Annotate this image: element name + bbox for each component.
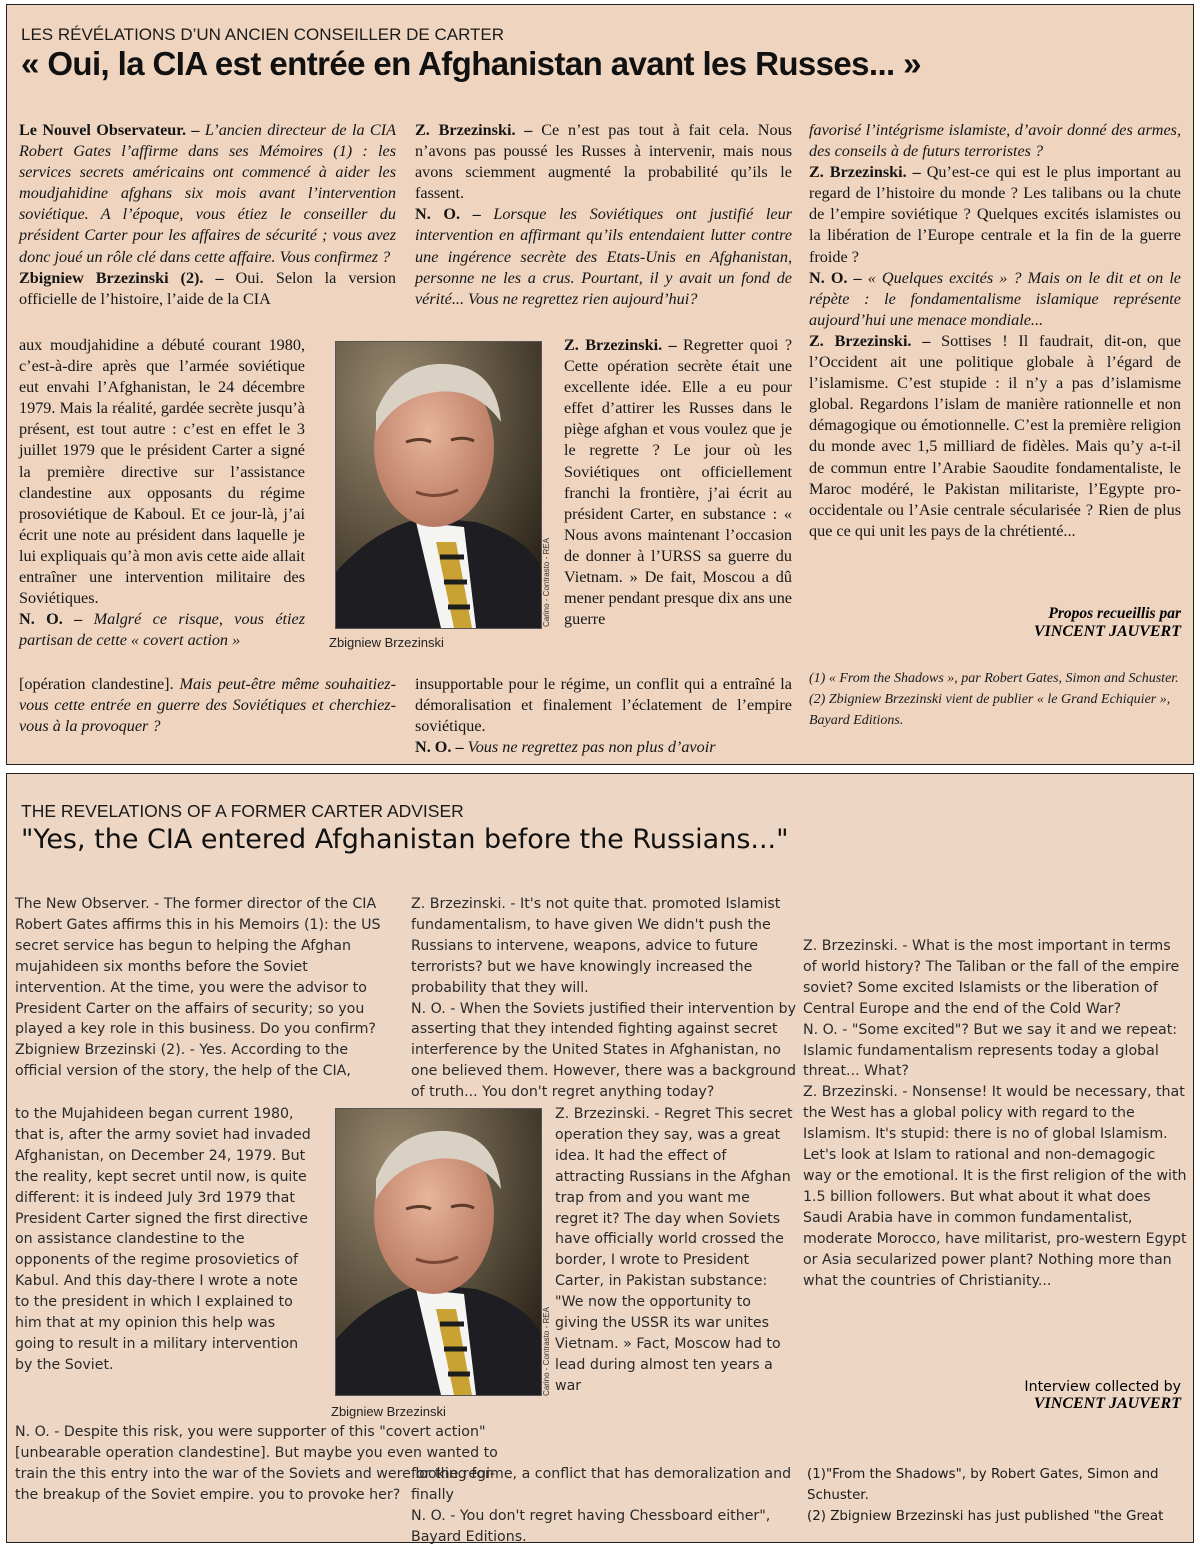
question-text: N. O. - You don't regret having Chessboard either", Bayard Editions. <box>411 1507 771 1545</box>
column-1-top <box>19 120 396 310</box>
column-3 <box>803 936 1187 1291</box>
byline <box>807 605 1181 641</box>
column-1-bottom <box>19 674 396 737</box>
footnote-1: (1) « From the Shadows », par Robert Gates, Simon and Schuster. <box>809 671 1179 686</box>
column-2-wrap <box>564 335 792 630</box>
portrait-photo <box>335 1108 542 1396</box>
article-kicker: THE REVELATIONS OF A FORMER CARTER ADVISER <box>21 801 464 821</box>
answer-text: Z. Brzezinski. - Nonsense! It would be necessary, that the West has a global policy with regard to the Islamism. It's stupid: there is no of global Islamism. Let's look at Islam to rational and non-demagogic way or the emotional. It is the first religion of the with 1.5 billion followers. But what about it what does Saudi Arabia have in common fundamentalist, moderate Morocco, have militarist, pro-western Egypt or Asia secularized power plant? Nothing more than what the countries of Christianity... <box>803 1084 1187 1289</box>
article-headline: "Yes, the CIA entered Afghanistan before the Russians..." <box>21 824 789 855</box>
speaker-label: N. O. – <box>415 738 464 757</box>
answer-text: Z. Brzezinski. - It's not quite that. promoted Islamist fundamentalism, to have given We didn't push the Russians to intervene, weapons, advice to future terrorists? but we have knowingly increased the probability that they will. <box>411 896 781 996</box>
photo-credit: Carino - Contrasto - REA <box>542 538 551 627</box>
bracket-note: [opération clandestine]. <box>19 675 174 693</box>
photo-caption: Zbigniew Brzezinski <box>331 1404 446 1419</box>
portrait-image <box>336 1109 541 1395</box>
byline-label: Propos recueillis par <box>1048 605 1181 622</box>
portrait-photo <box>335 341 542 629</box>
speaker-label: N. O. – <box>415 205 481 224</box>
speaker-label: Z. Brzezinski. – <box>415 121 533 139</box>
speaker-label: N. O. – <box>19 610 83 629</box>
answer-text: Qu’est-ce qui est le plus important au regard de l’histoire du monde ? Les talibans ou la chute de l’empire soviétique ? Quelques excités islamistes ou la libération de l’Europe centrale et la fin de la guerre froide ? <box>809 163 1182 266</box>
question-text: N. O. - When the Soviets justified their intervention by asserting that they intended fighting against secret interference by the United States in Afghanistan, no one believed them. However, there was a background of truth... You don't regret anything today? <box>411 1000 797 1101</box>
column-1-wrap <box>15 1104 315 1376</box>
question-text: L’ancien directeur de la CIA Robert Gates l’affirme dans ses Mémoires (1) : les services secrets américains ont commencé à aider les moudjahidine afghans six mois avant l’intervention soviétique. A l’époque, vous étiez le conseiller du président Carter pour les affaires de sécurité ; vous avez donc joué un rôle clé dans cette affaire. Vous confirmez ? <box>19 121 396 266</box>
answer-text: Ce n’est pas tout à fait cela. Nous n’avons pas poussé les Russes à intervenir, mais nous avons sciemment augmenté la probabilité qu’ils le fassent. <box>415 121 792 203</box>
answer-text: Regretter quoi ? Cette opération secrète était une excellente idée. Elle a eu pour effet d’attirer les Russes dans le piège afghan et vous voulez que je le regrette ? Le jour où les Soviétiques ont officiellement franchi la frontière, j’ai écrit au président Carter, en substance : « Nous avons maintenant l’occasion de donner à l’URSS sa guerre du Vietnam. » De fait, Moscou a dû mener pendant presque dix ans une guerre <box>564 336 793 629</box>
question-text: « Quelques excités » ? Mais on le dit et on le répète : le fondamentalisme islamique représente aujourd’hui une menace mondiale... <box>809 268 1181 329</box>
article-kicker: LES RÉVÉLATIONS D’UN ANCIEN CONSEILLER DE CARTER <box>21 25 505 44</box>
byline-author: VINCENT JAUVERT <box>1033 1395 1181 1412</box>
question-text: The New Observer. - The former director of the CIA Robert Gates affirms this in his Memoirs (1): the US secret service has begun to helping the Afghan mujahideen six months before the Soviet intervention. At the time, you were the advisor to President Carter on the affairs of security; so you played a key role in this business. Do you confirm? <box>15 896 381 1038</box>
answer-text: to the Mujahideen began current 1980, that is, after the army soviet had invaded Afghanistan, on December 24, 1979. But the reality, kept secret until now, is quite different: it is indeed July 3rd 1979 that President Carter signed the first directive on assistance clandestine to the opponents of the regime prosovietics of Kabul. And this day-there I wrote a note to the president in which I explained to him that at my opinion this help was going to result in a military intervention by the Soviet. <box>15 1106 311 1373</box>
answer-text: for the regime, a conflict that has demoralization and finally <box>411 1466 792 1503</box>
answer-text: Sottises ! Il faudrait, dit-on, que l’Occident ait une politique globale à l’égard de l’islamisme. C’est stupide : il n’y a pas d’islamisme global. Regardons l’islam de manière rationnelle et non démagogique ou émotionnelle. C’est la première religion du monde avec 1,5 milliard de fidèles. Mais qu’y a-t-il de commun entre l’Arabie Saoudite fondamentaliste, le Maroc modéré, le Pakistan militariste, l’Egypte pro-occidentale ou l’Asie centrale sécularisée ? Rien de plus que ce qui unit les pays de la chrétienté... <box>809 331 1181 540</box>
question-text: N. O. - Despite this risk, you were supporter of this "covert action" [unbearable operation clandestine]. But maybe you even wanted to train the this entry into the war of the Soviets and were looking for- the breakup of the Soviet empire. you to provoke her? <box>15 1424 498 1503</box>
question-text: Lorsque les Soviétiques ont justifié leur intervention en affirmant qu’ils entendaient lutter contre une ingérence secrète des Etats-Unis en Afghanistan, personne ne les a crus. Pourtant, il y avait un fond de vérité... Vous ne regrettez rien aujourd’hui? <box>415 205 792 308</box>
column-3 <box>809 120 1181 542</box>
answer-text: aux moudjahidine a débuté courant 1980, c’est-à-dire après que l’armée soviétique eut envahi l’Afghanistan, le 24 décembre 1979. Mais la réalité, gardée secrète jusqu’à présent, est tout autre : c’est en effet le 3 juillet 1979 que le président Carter a signé la première directive sur l’assistance clandestine aux opposants du régime prosoviétique de Kaboul. Et ce jour-là, j’ai écrit une note au président dans laquelle je lui expliquais qu’à mon avis cette aide allait entraîner une intervention militaire des Soviétiques. <box>19 336 305 608</box>
column-2-bottom <box>411 1464 811 1548</box>
photo-credit: Carino - Contrasto - REA <box>542 1307 551 1396</box>
question-text: Malgré ce risque, vous étiez partisan de cette « covert action » <box>19 610 306 650</box>
article-headline: « Oui, la CIA est entrée en Afghanistan avant les Russes... » <box>21 45 921 82</box>
question-text: favorisé l’intégrisme islamiste, d’avoir donné des armes, des conseils à de futurs terroristes ? <box>809 121 1181 161</box>
photo-caption: Zbigniew Brzezinski <box>329 635 444 650</box>
answer-text: Z. Brzezinski. - Regret This secret operation they say, was a great idea. It had the effect of attracting Russians in the Afghan trap from and you want me regret it? The day when Soviets have officially world crossed the border, I wrote to President Carter, in Pakistan substance: "We now the opportunity to giving the USSR its war unites Vietnam. » Fact, Moscow had to lead during almost ten years a war <box>555 1106 793 1394</box>
speaker-label: Z. Brzezinski. – <box>564 336 677 354</box>
column-1-wrap <box>19 335 305 651</box>
speaker-label: Z. Brzezinski. – <box>809 163 921 182</box>
speaker-label: Zbigniew Brzezinski (2). – <box>19 268 224 287</box>
column-1-top <box>15 894 395 1082</box>
column-2-bottom <box>415 674 792 758</box>
answer-text: Zbigniew Brzezinski (2). - Yes. According to the official version of the story, the help of the CIA, <box>15 1042 351 1080</box>
answer-text: Z. Brzezinski. - What is the most important in terms of world history? The Taliban or the fall of the empire soviet? Some excited Islamists or the liberation of Central Europe and the end of the Cold War? <box>803 938 1180 1017</box>
footnote-2: (2) Zbigniew Brzezinski vient de publier « le Grand Echiquier », Bayard Editions. <box>809 692 1171 728</box>
footnotes <box>807 1464 1187 1527</box>
speaker-label: Z. Brzezinski. – <box>809 331 931 350</box>
speaker-label: N. O. – <box>809 268 862 287</box>
column-2-wrap <box>555 1104 795 1397</box>
footnote-1: (1)"From the Shadows", by Robert Gates, Simon and Schuster. <box>807 1467 1159 1503</box>
footnotes <box>809 668 1181 731</box>
column-2-top <box>411 894 801 1103</box>
question-text: Mais peut-être même souhaitiez-vous cette entrée en guerre des Soviétiques et cherchiez-vous à la provoquer ? <box>19 675 396 736</box>
footnote-2: (2) Zbigniew Brzezinski has just published "the Great <box>807 1509 1164 1524</box>
column-2-top <box>415 120 792 310</box>
english-article-panel <box>6 773 1194 1543</box>
answer-text: Oui. Selon la version officielle de l’histoire, l’aide de la CIA <box>19 268 396 308</box>
french-article-panel <box>6 4 1194 765</box>
speaker-label: Le Nouvel Observateur. – <box>19 121 200 139</box>
byline-label: Interview collected by <box>1024 1379 1181 1395</box>
byline-author: VINCENT JAUVERT <box>1033 623 1181 640</box>
question-text: N. O. - "Some excited"? But we say it and we repeat: Islamic fundamentalism represents today a global threat... What? <box>803 1021 1178 1080</box>
portrait-image <box>336 342 541 628</box>
answer-text: insupportable pour le régime, un conflit qui a entraîné la démoralisation et finalement l’éclatement de l’empire soviétique. <box>415 675 792 736</box>
byline <box>803 1379 1181 1413</box>
question-text: Vous ne regrettez pas non plus d’avoir <box>463 738 716 757</box>
